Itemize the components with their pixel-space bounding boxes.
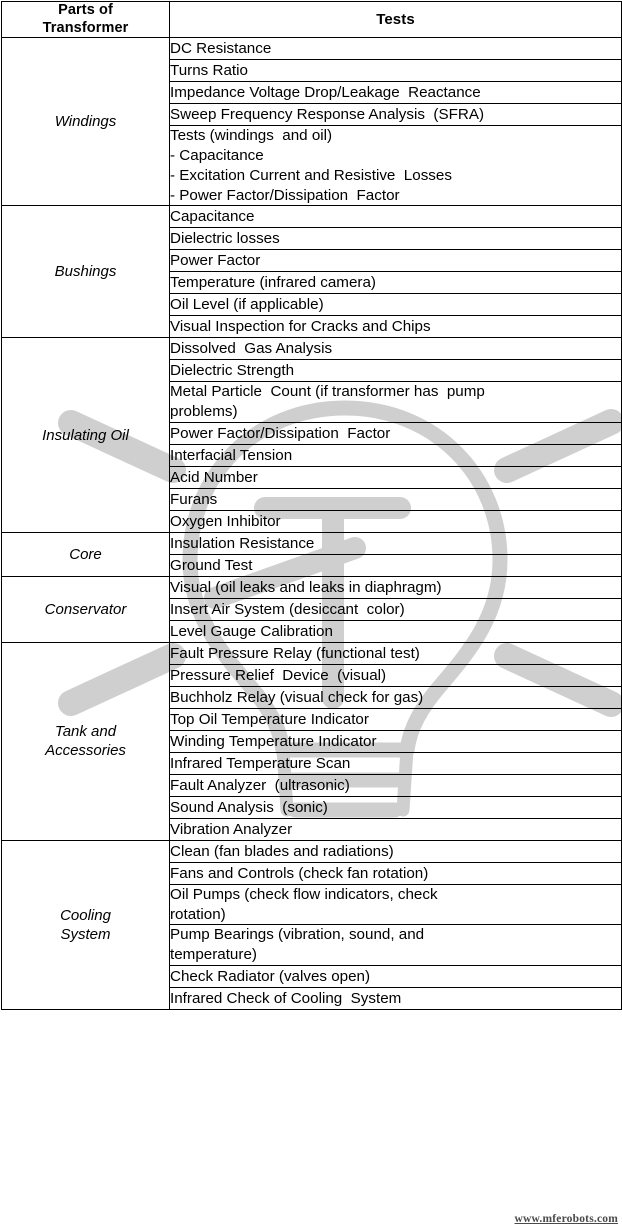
test-cell [170,466,622,488]
header-parts-line-2: Transformer [42,19,129,36]
test-cell [170,862,622,884]
test-line: rotation) [170,905,226,923]
test-cell [170,316,622,338]
test-line: temperature) [170,946,257,964]
test-line: - Capacitance [170,147,264,165]
test-cell [170,126,622,206]
test-cell [170,488,622,510]
test-line: Oil Level (if applicable) [170,296,324,313]
test-line: Check Radiator (valves open) [170,967,371,985]
test-line: Winding Temperature Indicator [170,732,377,750]
part-label-cell [2,642,170,840]
test-cell [170,818,622,840]
test-cell [170,338,622,360]
test-cell [170,664,622,686]
test-line: Vibration Analyzer [170,820,293,838]
test-cell [170,925,622,966]
test-line: Pump Bearings (vibration, sound, and [170,926,425,944]
test-line: Sweep Frequency Response Analysis (SFRA) [170,106,485,123]
test-cell [170,82,622,104]
test-cell [170,884,622,925]
table-row [2,38,622,60]
test-line: - Power Factor/Dissipation Factor [170,186,400,204]
header-row [2,2,622,38]
test-cell [170,576,622,598]
test-cell [170,598,622,620]
test-line: Buchholz Relay (visual check for gas) [170,688,424,706]
table-row [2,840,622,862]
test-cell [170,987,622,1009]
part-label-line-2: Accessories [45,742,126,760]
column-header-tests: Tests [170,2,622,38]
test-line: Insulation Resistance [170,534,315,552]
test-cell [170,422,622,444]
test-cell [170,532,622,554]
test-line: Infrared Temperature Scan [170,754,351,772]
test-line: Top Oil Temperature Indicator [170,710,369,728]
test-cell [170,686,622,708]
test-line: Visual (oil leaks and leaks in diaphragm) [170,578,442,596]
test-cell [170,250,622,272]
test-line: Tests (windings and oil) [170,127,333,145]
test-cell [170,774,622,796]
test-cell [170,620,622,642]
test-line: Sound Analysis (sonic) [170,798,328,816]
test-cell [170,642,622,664]
test-line: Level Gauge Calibration [170,622,333,640]
part-label-text: Insulating Oil [42,426,129,444]
test-cell [170,510,622,532]
test-line: Infrared Check of Cooling System [170,989,402,1007]
test-line: Fans and Controls (check fan rotation) [170,864,429,882]
part-label-text: Bushings [54,263,117,281]
test-cell [170,60,622,82]
column-header-parts-of-transformer [2,2,170,38]
test-line: Fault Pressure Relay (functional test) [170,644,420,662]
test-cell [170,360,622,382]
test-cell [170,206,622,228]
test-line: Ground Test [170,556,253,574]
part-label-cell [2,576,170,642]
test-line: Dissolved Gas Analysis [170,340,333,357]
table-row [2,576,622,598]
header-parts-line-1: Parts of [58,2,113,18]
test-cell [170,708,622,730]
part-label-line-1: Tank and [54,723,117,741]
site-url-watermark: www.mferobots.com [514,1213,618,1225]
test-cell [170,382,622,423]
test-line: - Excitation Current and Resistive Losses [170,166,452,184]
test-line: Temperature (infrared camera) [170,274,376,291]
test-line: problems) [170,403,238,421]
part-label-text: Core [69,545,102,563]
test-line: Interfacial Tension [170,446,293,464]
test-line: Turns Ratio [170,62,248,79]
test-cell [170,228,622,250]
test-line: Metal Particle Count (if transformer has pump [170,383,485,401]
test-cell [170,752,622,774]
test-line: Power Factor/Dissipation Factor [170,424,391,442]
part-label-line-2: System [60,925,111,943]
part-label-cell [2,840,170,1009]
test-line: Insert Air System (desiccant color) [170,600,405,618]
test-cell [170,294,622,316]
test-line: Clean (fan blades and radiations) [170,842,394,860]
test-line: Furans [170,490,218,508]
part-label-text: Conservator [44,600,127,618]
table-row [2,206,622,228]
test-cell [170,965,622,987]
test-line: Pressure Relief Device (visual) [170,666,387,684]
part-label-cell [2,532,170,576]
table-row [2,338,622,360]
test-line: Power Factor [170,252,261,269]
test-cell [170,554,622,576]
test-line: Impedance Voltage Drop/Leakage Reactance [170,84,481,101]
part-label-text: Windings [54,113,117,131]
test-cell [170,104,622,126]
test-line: DC Resistance [170,40,272,57]
transformer-tests-table [1,1,622,1010]
part-label-cell [2,338,170,533]
test-line: Dielectric Strength [170,362,295,379]
test-cell [170,272,622,294]
test-cell [170,730,622,752]
test-cell [170,38,622,60]
table-body [2,38,622,1010]
test-line: Visual Inspection for Cracks and Chips [170,318,431,335]
part-label-cell [2,206,170,338]
test-line: Dielectric losses [170,230,280,247]
test-cell [170,840,622,862]
table-row [2,642,622,664]
test-line: Capacitance [170,208,255,225]
table-row [2,532,622,554]
test-cell [170,444,622,466]
test-cell [170,796,622,818]
test-line: Fault Analyzer (ultrasonic) [170,776,350,794]
part-label-line-1: Cooling [60,906,111,924]
test-line: Acid Number [170,468,258,486]
part-label-cell [2,38,170,206]
test-line: Oxygen Inhibitor [170,512,281,530]
test-line: Oil Pumps (check flow indicators, check [170,885,438,903]
table-header [2,2,622,38]
